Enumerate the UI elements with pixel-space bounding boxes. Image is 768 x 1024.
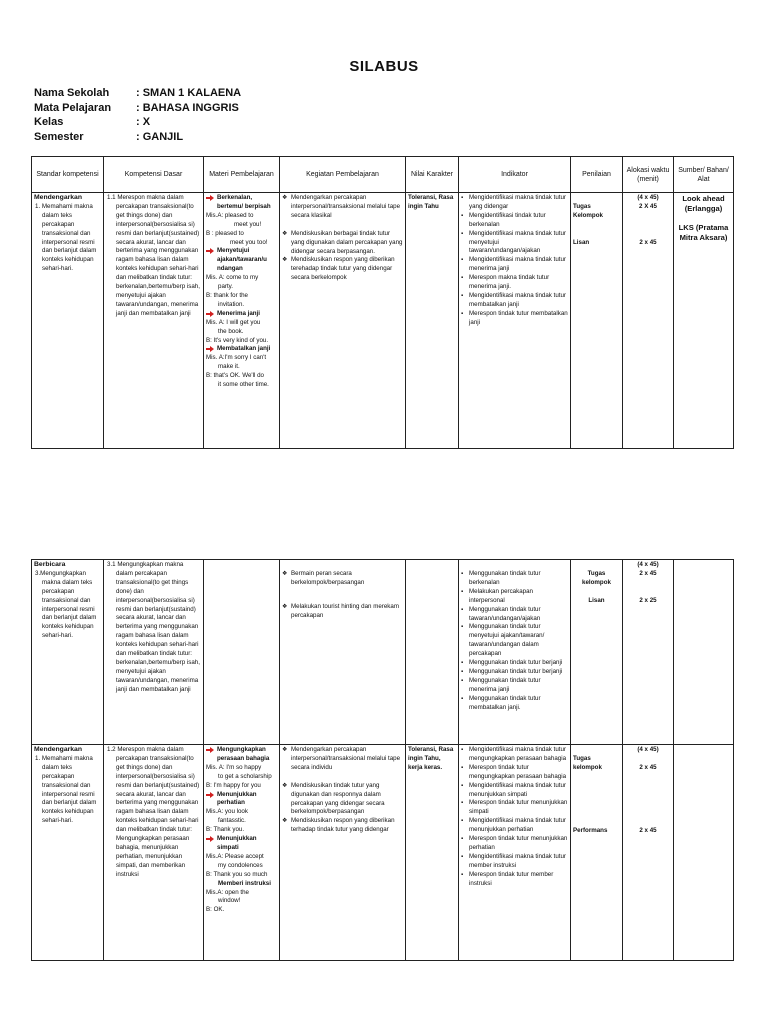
cell-kompetensi-dasar: [104, 193, 204, 449]
cell-kegiatan: [280, 193, 406, 449]
cell-standar-kompetensi: [32, 193, 104, 449]
kegiatan-item: ❖ Mendiskusikan tindak tutur yang digunakan dan responnya dalam percakapan yang didengar secara berkelompok/berpasangan: [282, 782, 403, 818]
indikator-item: ▪ Mengidentifikasi makna tindak tutur membatalkan janji: [461, 292, 568, 310]
materi-line: Mis.A: pleased to: [206, 211, 254, 219]
kegiatan-item: ❖ Mendiskusikan respon yang diberikan terhadap tindak tutur yang didengar: [282, 817, 403, 835]
indikator-item: ▪ Menggunakan tindak tutur menyetujui ajakan/tawaran/ tawaran/undangan dalam percakapan: [461, 623, 568, 659]
penilaian-item: Tugas Kelompok: [573, 203, 603, 219]
sk-title: Mendengarkan: [34, 194, 82, 201]
cell-penilaian: [571, 560, 623, 745]
indikator-item: ▪ Merespon makna tindak tutur menerima janji.: [461, 274, 568, 292]
indikator-item: ▪ Merespon tindak tutur menunjukkan simpati: [461, 799, 568, 817]
cell-materi: [204, 193, 280, 449]
arrow-icon: [206, 792, 214, 798]
meta-key: Semester: [34, 130, 84, 143]
kd-text: 1.2 Merespon makna dalam percakapan transaksional(to get things done) dan interpersonal(bersosialisa si) resmi dan berlanjut(sustained) secara akurat, lancar dan berterima yang menggunakan ragam bahasa lisan dalam konteks kehidupan sehari-hari dan melibatkan tindak tutur: Mengungkapkan perasaan bahagia, menunjukkan perhatian, menunjukkan simpati, dan memberikan instruksi: [107, 746, 200, 878]
materi-line: B: Thank you so much: [206, 870, 268, 878]
cell-indikator: [459, 193, 571, 449]
alokasi-total: (4 x 45): [637, 561, 659, 568]
materi-heading: Menyetujui ajakan/tawaran/u ndangan: [206, 247, 277, 274]
sk-text: 1. Memahami makna dalam teks percakapan transaksional dan interpersonal resmi dan berlanjut dalam konteks kehidupan sehari-hari.: [35, 754, 97, 825]
indikator-item: ▪ Menggunakan tindak tutur tawaran/undangan/ajakan: [461, 606, 568, 624]
cell-standar-kompetensi: [32, 745, 104, 961]
materi-line: Mis.A: open the: [206, 888, 249, 896]
indikator-item: ▪ Mengidentifikasi makna tindak tutur yang didengar: [461, 194, 568, 212]
cell-nilai-karakter: [406, 560, 459, 745]
header-standar-kompetensi: Standar kompetensi: [32, 157, 104, 193]
materi-heading: Menunjukkan simpati: [206, 835, 277, 853]
materi-line: the book.: [218, 327, 244, 335]
meta-row-semester: [34, 130, 241, 145]
materi-line: B: OK.: [206, 906, 225, 914]
kd-text: 3.1 Mengungkapkan makna dalam percakapan transaksional(to get things done) dan interpersonal(bersosialisa si) resmi dan berlanjut(sustaind) secara akurat, lancar dan berterima yang menggunakan ragam bahasa lisan dalam konteks kehidupan sehari-hari dan melibatkan tindak tutur: berkenalan,bertemu/berp isah, menyetujui ajakan tawaran/undangan, menerima janji dan membatalkan janji: [107, 561, 200, 693]
cell-nilai-karakter: Toleransi, Rasa ingin Tahu, kerja keras.: [406, 745, 459, 961]
materi-line: Mis.A: Please accept: [206, 852, 264, 860]
materi-line: fantasstic.: [218, 817, 246, 825]
meta-key: Nama Sekolah: [34, 87, 110, 99]
cell-alokasi: [623, 745, 674, 961]
materi-heading: Memberi instruksi: [218, 879, 271, 887]
materi-line: Mis. A:I'm sorry I can't: [206, 354, 267, 362]
alokasi-total: (4 x 45): [637, 746, 659, 753]
kegiatan-item: ❖ Mendengarkan percakapan interpersonal/transaksional melalui tape secara individu: [282, 746, 403, 773]
kd-text: 1.1 Merespon makna dalam percakapan transaksional(to get things done) dan interpersonal(bersosialisa si) resmi dan berlanjut(sustained) secara akurat, lancar dan berterima yang menggunakan ragam bahasa lisan dalam konteks kehidupan sehari-hari dan melibatkan tindak tutur: berkenalan,bertemu/berp isah, menyetujui ajakan tawaran/undangan, menerima janji dan membatalkan janji: [107, 194, 200, 317]
sumber-item: Look ahead (Erlangga): [682, 194, 725, 213]
header-penilaian: Penilaian: [571, 157, 623, 193]
syllabus-table-2: [31, 559, 734, 961]
indikator-item: ▪ Menggunakan tindak tutur berkenalan: [461, 570, 568, 588]
materi-line: Mis.A: you look: [206, 808, 248, 816]
header-kegiatan: Kegiatan Pembelajaran: [280, 157, 406, 193]
table-row: [32, 560, 734, 745]
meta-value: : SMAN 1 KALAENA: [136, 87, 242, 99]
alokasi-item: 2 x 45: [639, 569, 657, 577]
indikator-item: ▪ Mengidentifikasi makna tindak tutur menerima janji: [461, 256, 568, 274]
indikator-item: ▪ Mengidentifikasi makna tindak tutur menyetujui tawaran/undangan/ajakan: [461, 230, 568, 257]
sk-title: Berbicara: [34, 561, 66, 568]
document-title: SILABUS: [349, 58, 419, 75]
alokasi-item: 2 x 25: [639, 596, 657, 604]
materi-line: B: Thank you.: [206, 826, 245, 834]
spacer: [573, 588, 620, 597]
materi-line: it some other time.: [218, 381, 269, 389]
cell-nilai-karakter: Toleransi, Rasa ingin Tahu: [406, 193, 459, 449]
materi-line: invitation.: [218, 300, 245, 308]
materi-line: make it.: [218, 363, 240, 371]
spacer: [573, 221, 620, 239]
arrow-icon: [206, 195, 214, 201]
spacer: [573, 746, 620, 755]
header-nilai-karakter: Nilai Karakter: [406, 157, 459, 193]
spacer: [625, 212, 671, 230]
indikator-item: ▪ Mengidentifikasi tindak tutur berkenalan: [461, 212, 568, 230]
meta-row-subject: [34, 101, 241, 116]
meta-value: : GANJIL: [136, 130, 184, 143]
cell-kompetensi-dasar: [104, 560, 204, 745]
cell-indikator: [459, 560, 571, 745]
cell-standar-kompetensi: [32, 560, 104, 745]
spacer: [676, 214, 731, 223]
materi-heading: Berkenalan, bertemu/ berpisah: [206, 194, 277, 212]
cell-kompetensi-dasar: [104, 745, 204, 961]
materi-heading: Menerima janji: [206, 310, 277, 319]
header-row: [32, 157, 734, 193]
cell-kegiatan: [280, 560, 406, 745]
alokasi-total: (4 x 45): [637, 194, 659, 201]
spacer: [573, 561, 620, 570]
indikator-item: ▪ Mengidentifikasi makna tindak tutur menunjukkan perhatian: [461, 817, 568, 835]
penilaian-item: Tugas kelompok: [582, 570, 611, 586]
indikator-item: ▪ Menggunakan tindak tutur berjanji: [461, 659, 568, 668]
alokasi-item: 2 x 45: [639, 763, 657, 771]
materi-line: window!: [218, 897, 241, 905]
cell-alokasi: [623, 193, 674, 449]
document-meta: [34, 86, 241, 144]
kegiatan-item: ❖ Mendiskusikan respon yang diberikan terehadap tindak tutur yang didengar secara berkelompok: [282, 256, 403, 283]
materi-line: to get a scholarship: [218, 772, 272, 780]
spacer: [625, 579, 671, 597]
sk-text: 3.Mengungkapkan makna dalam teks percakapan transaksional dan interpersonal resmi dan berlanjut dalam konteks kehidupan sehari-hari.: [35, 569, 97, 640]
kegiatan-item: ❖ Mendengarkan percakapan interpersonal/transaksional melalui tape secara klasikal: [282, 194, 403, 221]
materi-line: B: It's very kind of you.: [206, 336, 269, 344]
spacer: [625, 773, 671, 827]
penilaian-item: Lisan: [588, 596, 605, 604]
materi-line: meet you!: [234, 220, 262, 228]
meta-value: : X: [136, 116, 151, 128]
indikator-item: ▪ Merespon tindak tutur menunjukkan perhatian: [461, 835, 568, 853]
indikator-item: ▪ Merespon tindak tutur membatalkan janji: [461, 310, 568, 328]
table-row: [32, 193, 734, 449]
arrow-icon: [206, 346, 214, 352]
meta-key: Kelas: [34, 116, 64, 128]
indikator-item: ▪ Menggunakan tindak tutur berjanji: [461, 668, 568, 677]
sk-text: 1. Memahami makna dalam teks percakapan transaksional dan interpersonal resmi dan berlanjut dalam konteks kehidupan sehari-hari.: [35, 202, 97, 273]
materi-line: B: thank for the: [206, 291, 248, 299]
kegiatan-item: ❖ Melakukan tourist hinting dan merekam percakapan: [282, 603, 403, 621]
meta-key: Mata Pelajaran: [34, 101, 112, 114]
materi-line: meet you too!: [230, 238, 268, 246]
header-sumber: Sumber/ Bahan/ Alat: [674, 157, 734, 193]
indikator-item: ▪ Mengidentifikasi makna tindak tutur member instruksi: [461, 853, 568, 871]
header-indikator: Indikator: [459, 157, 571, 193]
materi-line: party.: [218, 283, 234, 291]
spacer: [461, 561, 568, 570]
cell-penilaian: [571, 745, 623, 961]
penilaian-item: Tugas kelompok: [573, 755, 602, 771]
indikator-item: ▪ Mengidentifikasi makna tindak tutur mengungkapkan perasaan bahagia: [461, 746, 568, 764]
cell-sumber: [674, 745, 734, 961]
header-kompetensi-dasar: Kompetensi Dasar: [104, 157, 204, 193]
indikator-item: ▪ Menggunakan tindak tutur membatalkan janji.: [461, 695, 568, 713]
penilaian-item: Performans: [573, 826, 608, 834]
cell-indikator: [459, 745, 571, 961]
meta-row-class: [34, 115, 241, 130]
alokasi-item: 2 x 45: [639, 238, 657, 246]
materi-heading: Membatalkan janji: [206, 345, 277, 354]
alokasi-item: 2 x 45: [639, 826, 657, 834]
indikator-item: ▪ Merespon tindak tutur member instruksi: [461, 871, 568, 889]
arrow-icon: [206, 747, 214, 753]
alokasi-item: 2 X 45: [639, 202, 657, 210]
syllabus-table-1: [31, 156, 734, 449]
cell-materi: [204, 745, 280, 961]
kegiatan-item: ❖ Bermain peran secara berkelompok/berpasangan: [282, 570, 403, 588]
cell-alokasi: [623, 560, 674, 745]
materi-heading: Menunjukkan perhatian: [206, 791, 277, 809]
sk-title: Mendengarkan: [34, 746, 82, 753]
materi-line: B: I'm happy for you: [206, 781, 261, 789]
materi-line: Mis. A: I'm so happy: [206, 763, 262, 771]
materi-line: B : pleased to: [206, 229, 244, 237]
indikator-item: ▪ Mengidentifikasi makna tindak tutur menunjukkan simpati: [461, 782, 568, 800]
header-materi: Materi Pembelajaran: [204, 157, 280, 193]
cell-materi: [204, 560, 280, 745]
arrow-icon: [206, 311, 214, 317]
materi-line: Mis. A: come to my: [206, 274, 259, 282]
spacer: [573, 773, 620, 827]
cell-sumber: [674, 560, 734, 745]
indikator-item: ▪ Merespon tindak tutur mengungkapkan perasaan bahagia: [461, 764, 568, 782]
table-row: [32, 745, 734, 961]
sumber-item: LKS (Pratama Mitra Aksara): [678, 223, 729, 242]
arrow-icon: [206, 836, 214, 842]
arrow-icon: [206, 248, 214, 254]
kegiatan-item: ❖ Mendiskusikan berbagai tindak tutur yang digunakan dalam percakapan yang didengar secara berpasangan.: [282, 230, 403, 257]
meta-value: : BAHASA INGGRIS: [136, 101, 239, 114]
indikator-item: ▪ Menggunakan tindak tutur menerima janji: [461, 677, 568, 695]
spacer: [625, 755, 671, 764]
penilaian-item: Lisan: [573, 238, 590, 246]
materi-heading: Mengungkapkan perasaan bahagia: [206, 746, 277, 764]
indikator-item: ▪ Melakukan percakapan interpersonal: [461, 588, 568, 606]
cell-sumber: [674, 193, 734, 449]
spacer: [573, 194, 620, 203]
meta-row-school: [34, 86, 241, 101]
cell-kegiatan: [280, 745, 406, 961]
materi-line: B: that's OK. We'll do: [206, 372, 264, 380]
spacer: [282, 561, 403, 570]
cell-penilaian: [571, 193, 623, 449]
materi-line: my condolences: [218, 861, 263, 869]
header-alokasi-waktu: Alokasi waktu (menit): [623, 157, 674, 193]
materi-line: Mis. A: I will get you: [206, 318, 261, 326]
